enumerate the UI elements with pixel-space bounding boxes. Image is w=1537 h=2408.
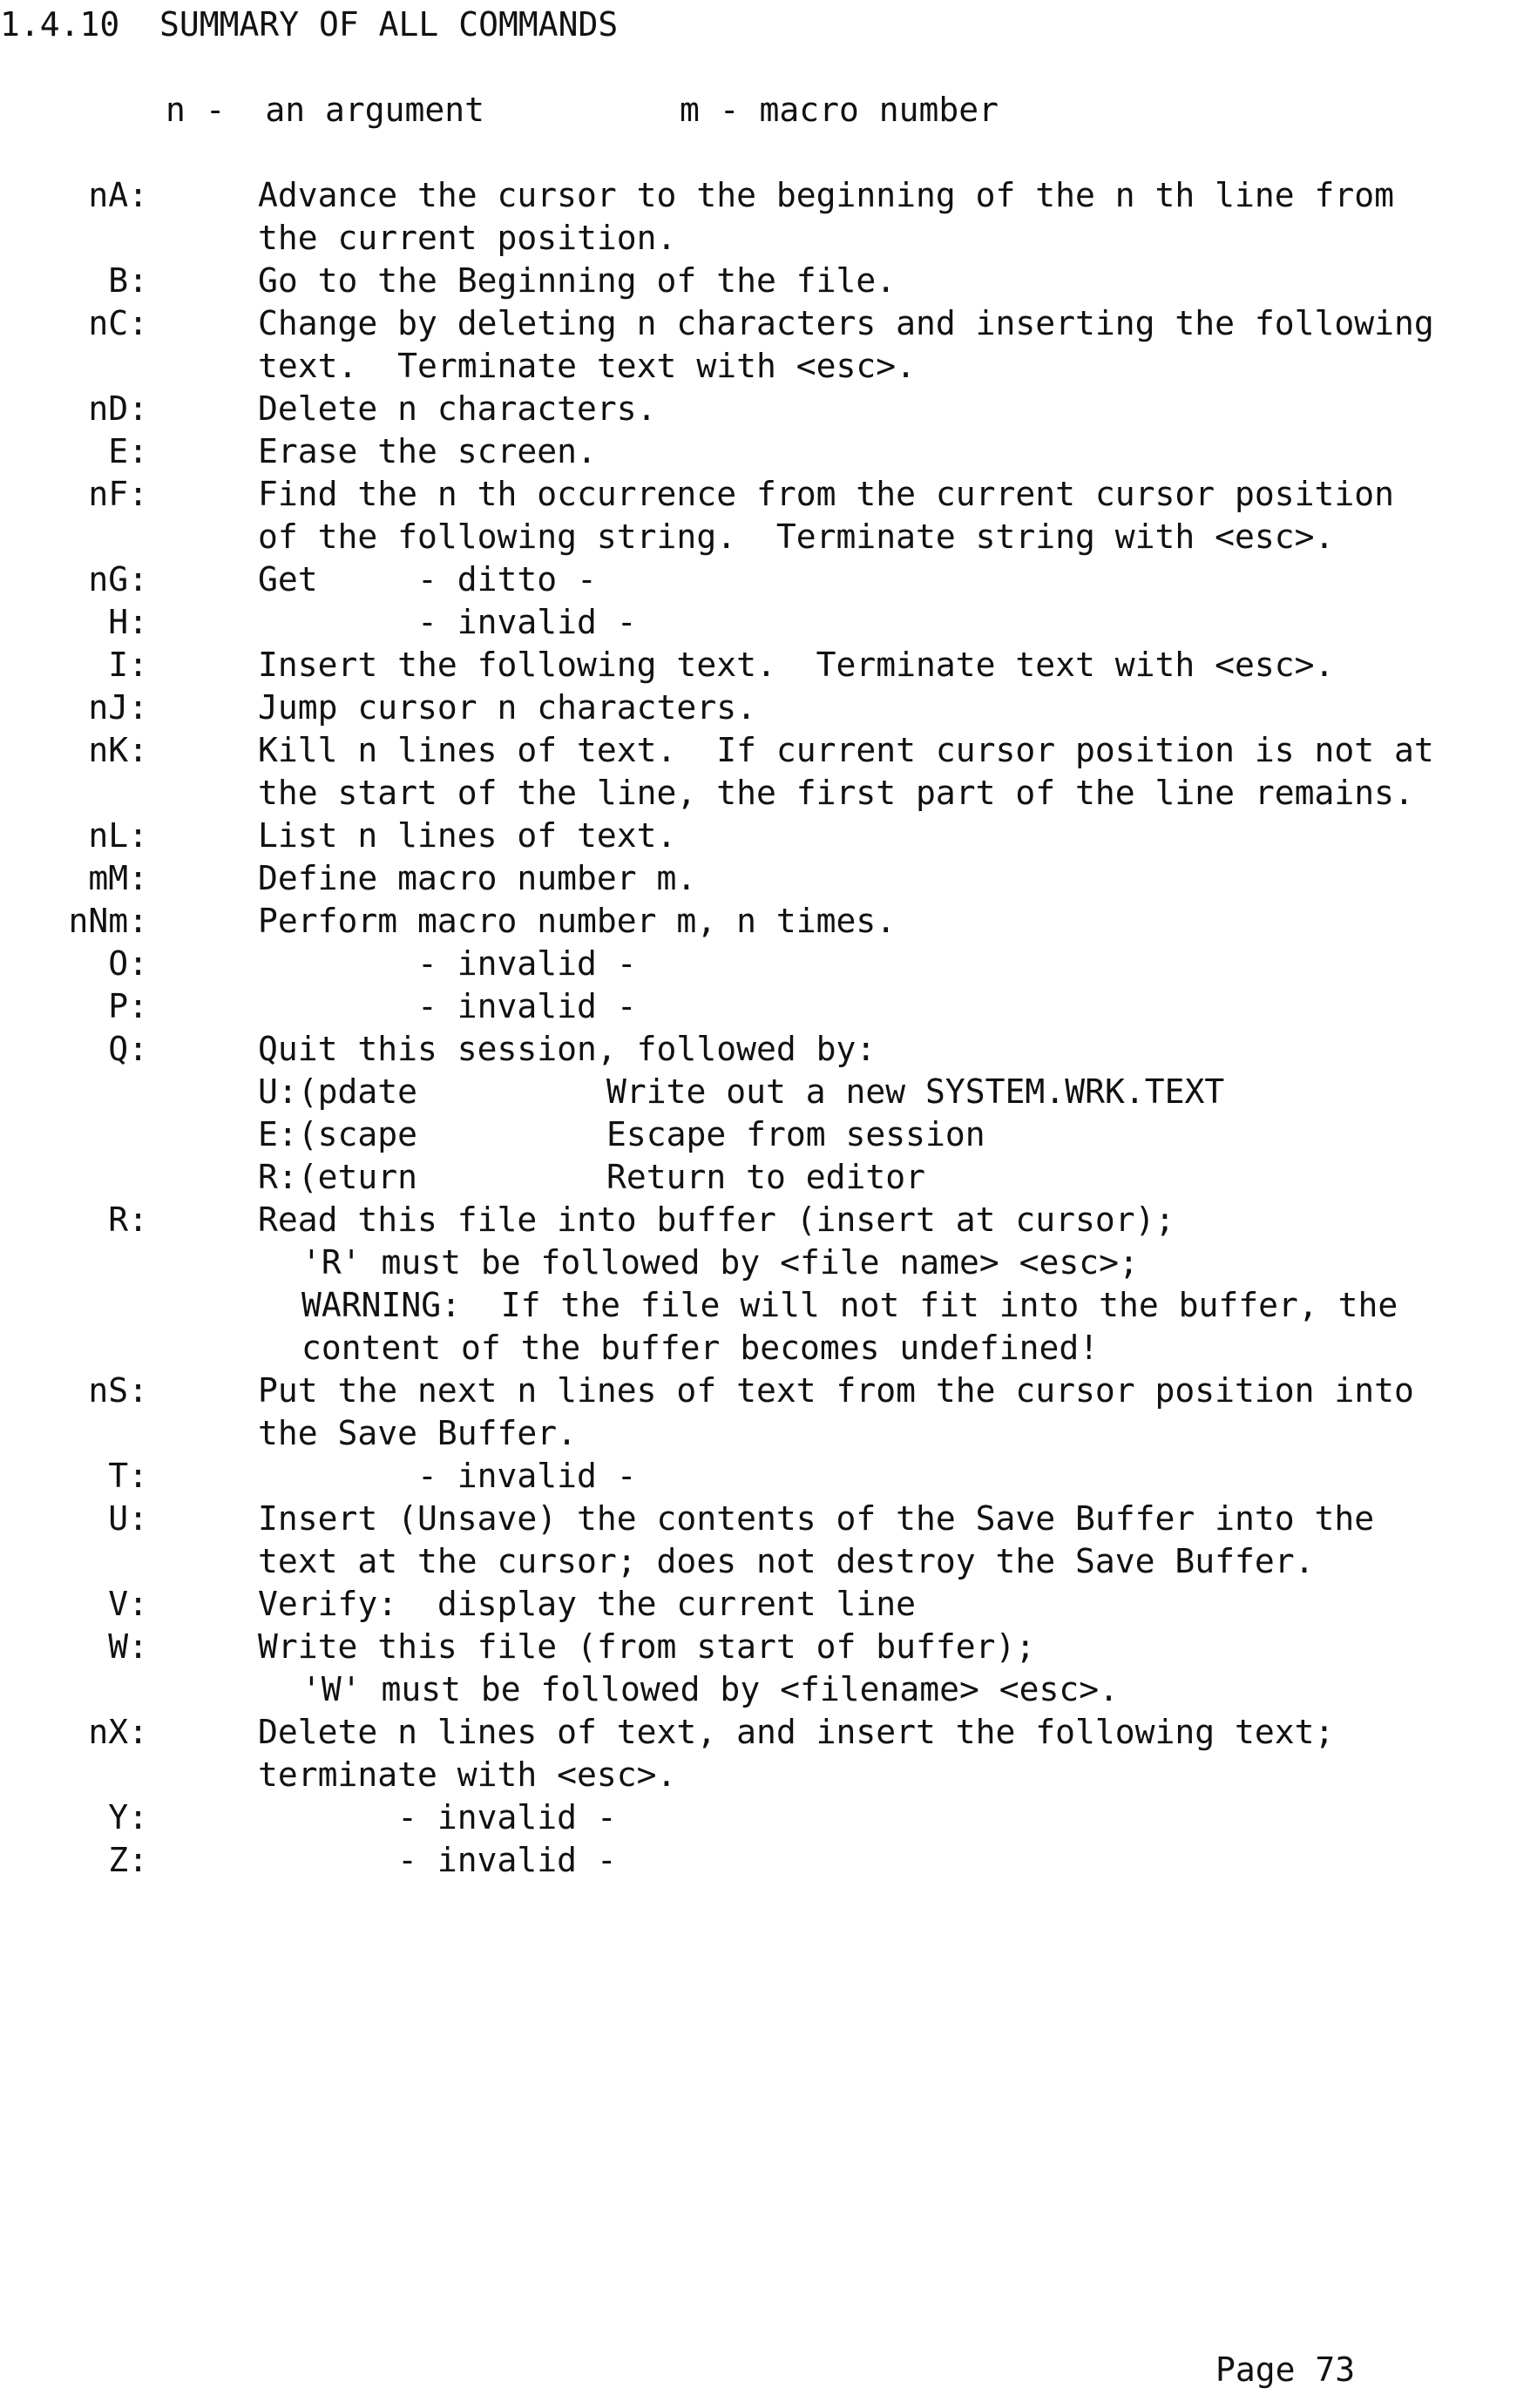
command-key: mM: bbox=[88, 859, 148, 897]
legend-macro-number: m - macro number bbox=[680, 91, 999, 129]
command-key: O: bbox=[108, 944, 148, 983]
command-entry bbox=[0, 174, 1537, 260]
description-line: Quit this session, followed by: bbox=[258, 1030, 877, 1068]
legend-argument: n - an argument bbox=[166, 91, 485, 129]
description-line: - invalid - bbox=[258, 987, 637, 1025]
command-entry bbox=[0, 1839, 1537, 1882]
command-description bbox=[258, 260, 1537, 302]
description-note-line: WARNING: If the file will not fit into the buffer, the bbox=[301, 1286, 1398, 1324]
description-line: Kill n lines of text. If current cursor position is not at bbox=[258, 731, 1434, 769]
description-line: List n lines of text. bbox=[258, 816, 677, 855]
command-key: nL: bbox=[88, 816, 148, 855]
command-key: Z: bbox=[108, 1841, 148, 1879]
command-description bbox=[258, 943, 1537, 985]
command-key: Q: bbox=[108, 1030, 148, 1068]
command-description bbox=[258, 857, 1537, 900]
command-entry bbox=[0, 601, 1537, 644]
command-entry bbox=[0, 473, 1537, 558]
command-description bbox=[258, 1796, 1537, 1839]
command-key: P: bbox=[108, 987, 148, 1025]
command-entry bbox=[0, 1711, 1537, 1796]
description-line: Get - ditto - bbox=[258, 560, 597, 599]
command-entry bbox=[0, 815, 1537, 857]
command-entry bbox=[0, 1626, 1537, 1711]
command-entry bbox=[0, 558, 1537, 601]
command-description bbox=[258, 430, 1537, 473]
command-description bbox=[258, 174, 1537, 260]
command-description bbox=[258, 985, 1537, 1028]
command-list bbox=[0, 174, 1537, 1882]
command-key: nJ: bbox=[88, 688, 148, 727]
command-entry bbox=[0, 1583, 1537, 1626]
command-key: nF: bbox=[88, 475, 148, 513]
command-key: nK: bbox=[88, 731, 148, 769]
command-key: nNm: bbox=[68, 902, 148, 940]
description-line: text. Terminate text with <esc>. bbox=[258, 347, 916, 385]
description-line: the current position. bbox=[258, 219, 677, 257]
description-line: Go to the Beginning of the file. bbox=[258, 261, 897, 300]
command-key: nC: bbox=[88, 304, 148, 342]
description-line: Change by deleting n characters and inserting the following bbox=[258, 304, 1434, 342]
description-line: - invalid - bbox=[258, 1798, 617, 1836]
description-line: Delete n lines of text, and insert the following text; bbox=[258, 1713, 1335, 1751]
description-line: Write this file (from start of buffer); bbox=[258, 1627, 1036, 1666]
page-number: Page 73 bbox=[1215, 2351, 1356, 2389]
command-key: I: bbox=[108, 646, 148, 684]
command-description bbox=[258, 1370, 1537, 1455]
command-description bbox=[258, 815, 1537, 857]
description-line: - invalid - bbox=[258, 1841, 617, 1879]
command-entry bbox=[0, 302, 1537, 388]
command-entry bbox=[0, 1455, 1537, 1498]
command-entry bbox=[0, 1199, 1537, 1370]
command-key: R: bbox=[108, 1201, 148, 1239]
command-entry bbox=[0, 644, 1537, 687]
command-entry bbox=[0, 857, 1537, 900]
command-key: nA: bbox=[88, 176, 148, 214]
quit-option-description: Return to editor bbox=[606, 1158, 926, 1196]
quit-option-key: E:(scape bbox=[258, 1115, 418, 1153]
command-entry bbox=[0, 388, 1537, 430]
description-line: Verify: display the current line bbox=[258, 1585, 916, 1623]
description-line: - invalid - bbox=[258, 1457, 637, 1495]
description-note-line: content of the buffer becomes undefined! bbox=[301, 1329, 1100, 1367]
quit-option bbox=[258, 1156, 1537, 1199]
command-description bbox=[258, 900, 1537, 943]
command-description bbox=[258, 558, 1537, 601]
command-key: V: bbox=[108, 1585, 148, 1623]
command-description bbox=[258, 1199, 1537, 1370]
quit-option-description: Escape from session bbox=[606, 1115, 985, 1153]
command-description bbox=[258, 687, 1537, 729]
command-key: Y: bbox=[108, 1798, 148, 1836]
command-key: T: bbox=[108, 1457, 148, 1495]
command-key: nS: bbox=[88, 1371, 148, 1410]
description-line: Put the next n lines of text from the cursor position into bbox=[258, 1371, 1414, 1410]
command-entry bbox=[0, 260, 1537, 302]
description-line: terminate with <esc>. bbox=[258, 1755, 677, 1794]
command-description bbox=[258, 1839, 1537, 1882]
description-line: - invalid - bbox=[258, 603, 637, 641]
section-heading: 1.4.10 SUMMARY OF ALL COMMANDS bbox=[0, 5, 619, 44]
command-entry bbox=[0, 985, 1537, 1028]
command-entry bbox=[0, 430, 1537, 473]
command-description bbox=[258, 1583, 1537, 1626]
command-description bbox=[258, 1626, 1537, 1711]
command-entry bbox=[0, 1796, 1537, 1839]
command-key: B: bbox=[108, 261, 148, 300]
command-key: U: bbox=[108, 1499, 148, 1538]
description-line: of the following string. Terminate string with <esc>. bbox=[258, 517, 1335, 556]
command-description bbox=[258, 601, 1537, 644]
command-description bbox=[258, 473, 1537, 558]
command-key: W: bbox=[108, 1627, 148, 1666]
description-line: the Save Buffer. bbox=[258, 1414, 578, 1452]
description-line: Define macro number m. bbox=[258, 859, 697, 897]
description-line: Delete n characters. bbox=[258, 389, 657, 428]
command-key: E: bbox=[108, 432, 148, 470]
command-entry bbox=[0, 687, 1537, 729]
quit-option-description: Write out a new SYSTEM.WRK.TEXT bbox=[606, 1072, 1225, 1111]
description-note-line: 'R' must be followed by <file name> <esc>; bbox=[301, 1243, 1139, 1282]
command-entry bbox=[0, 900, 1537, 943]
description-line: Erase the screen. bbox=[258, 432, 597, 470]
command-entry bbox=[0, 1370, 1537, 1455]
command-description bbox=[258, 729, 1537, 815]
command-description bbox=[258, 388, 1537, 430]
quit-option bbox=[258, 1071, 1537, 1113]
command-entry bbox=[0, 943, 1537, 985]
quit-option bbox=[258, 1113, 1537, 1156]
description-line: Perform macro number m, n times. bbox=[258, 902, 897, 940]
command-entry bbox=[0, 1028, 1537, 1199]
command-key: H: bbox=[108, 603, 148, 641]
command-description bbox=[258, 644, 1537, 687]
description-line: Insert the following text. Terminate text with <esc>. bbox=[258, 646, 1335, 684]
description-line: - invalid - bbox=[258, 944, 637, 983]
command-entry bbox=[0, 729, 1537, 815]
command-description bbox=[258, 1028, 1537, 1199]
command-key: nD: bbox=[88, 389, 148, 428]
description-line: Find the n th occurrence from the current cursor position bbox=[258, 475, 1395, 513]
command-key: nX: bbox=[88, 1713, 148, 1751]
description-line: Insert (Unsave) the contents of the Save Buffer into the bbox=[258, 1499, 1375, 1538]
quit-option-key: R:(eturn bbox=[258, 1158, 418, 1196]
command-description bbox=[258, 1498, 1537, 1583]
command-description bbox=[258, 302, 1537, 388]
description-line: Read this file into buffer (insert at cursor); bbox=[258, 1201, 1175, 1239]
command-key: nG: bbox=[88, 560, 148, 599]
command-description bbox=[258, 1455, 1537, 1498]
command-entry bbox=[0, 1498, 1537, 1583]
command-description bbox=[258, 1711, 1537, 1796]
quit-option-key: U:(pdate bbox=[258, 1072, 418, 1111]
description-line: Advance the cursor to the beginning of the n th line from bbox=[258, 176, 1395, 214]
description-note-line: 'W' must be followed by <filename> <esc>. bbox=[301, 1670, 1119, 1708]
description-line: text at the cursor; does not destroy the Save Buffer. bbox=[258, 1542, 1315, 1580]
description-line: the start of the line, the first part of the line remains. bbox=[258, 774, 1414, 812]
description-line: Jump cursor n characters. bbox=[258, 688, 756, 727]
